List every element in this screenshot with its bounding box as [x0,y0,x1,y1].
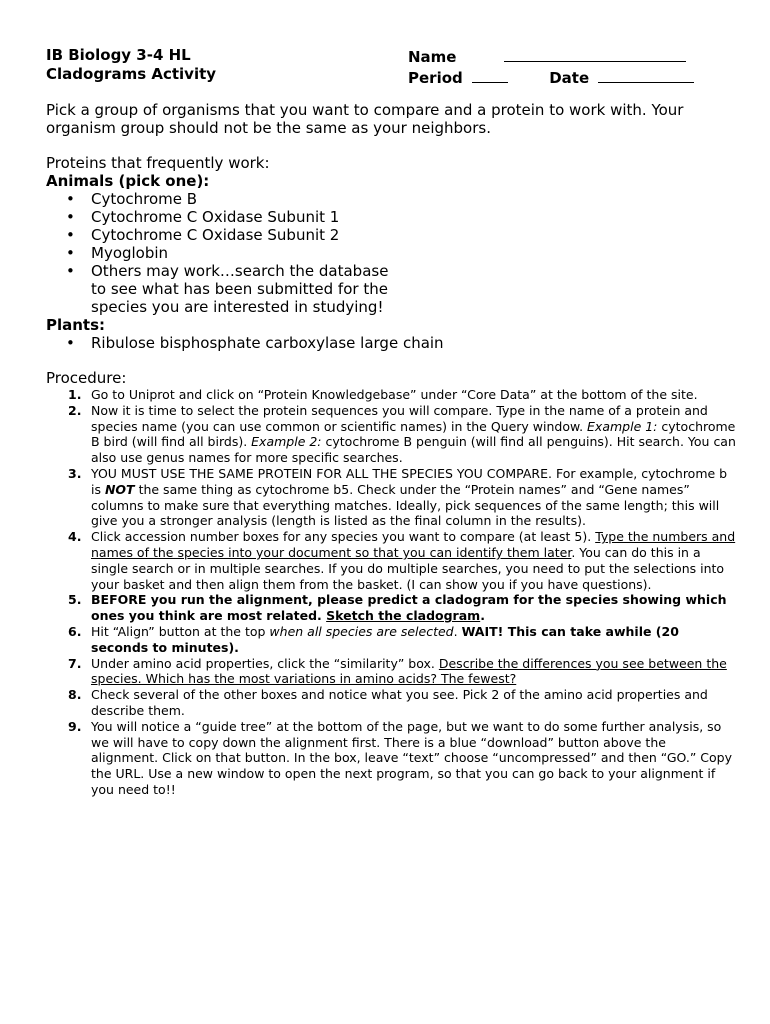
step-text: Check several of the other boxes and notice what you see. Pick 2 of the amino acid properties and describe them. [91,687,708,718]
period-blank [472,67,508,83]
step-1 [46,387,736,403]
step-number: 3. [68,465,82,481]
step-text: Hit “Align” button at the top [91,623,270,639]
name-blank [504,46,686,62]
underlined-instruction: Describe the differences you see between the species. Which has the most variations in amino acids? The fewest? [91,655,727,687]
procedure-heading: Procedure: [46,369,127,387]
step-4 [46,529,736,592]
list-item: • Cytochrome C Oxidase Subunit 2 [46,226,736,244]
header-right [408,46,694,88]
step-text: BEFORE you run the alignment, please predict a cladogram for the species showing which ones you think are most related. [91,592,727,624]
step-text: the same thing as cytochrome b5. Check under the “Protein names” and “Gene names” columns to make sure that everything matches. Ideally, pick sequences of the same length; this will give you a stronger analysis (length is listed as the final column in the results). [91,481,720,529]
wait-notice: WAIT! This can take awhile (20 seconds to minutes). [91,623,679,655]
list-item: • Myoglobin [46,244,736,262]
step-number: 9. [68,718,82,734]
date-label: Date [549,69,590,87]
animals-heading: Animals (pick one): [46,172,210,190]
step-text: Under amino acid properties, click the “similarity” box. [91,655,439,671]
step-text: YOU MUST USE THE SAME PROTEIN FOR ALL THE SPECIES YOU COMPARE. For example, cytochrome b is [91,465,728,497]
step-number: 5. [68,592,82,608]
procedure-steps [46,387,736,798]
plants-list [46,334,736,352]
step-text: Click accession number boxes for any species you want to compare (at least 5). [91,529,596,545]
step-2 [46,403,736,466]
step-text: Go to Uniprot and click on “Protein Knowledgebase” under “Core Data” at the bottom of the site. [91,387,698,402]
proteins-heading: Proteins that frequently work: [46,154,270,172]
step-text: You will notice a “guide tree” at the bottom of the page, but we want to do some further analysis, so we will have to copy down the alignment first. There is a blue “download” button above the alignment. Click on that button. In the box, leave “text” choose “uncompressed” and then “GO.” Copy the URL. Use a new window to open the next program, so that you can go back to your alignment if you need to!! [91,718,732,797]
step-number: 8. [68,687,82,703]
example-label: Example 2: [251,434,322,450]
step-number: 7. [68,655,82,671]
step-text: . [453,623,462,639]
step-6 [46,624,736,656]
name-label: Name [408,48,457,66]
step-text: . You can do this in a single search or in multiple searches. If you do multiple searches, you need to put the selections into your basket and then align them from the basket. (I can show you if you have questions). [91,544,725,592]
worksheet [46,46,736,798]
period-label: Period [408,69,463,87]
step-number: 1. [68,387,82,402]
step-text: Now it is time to select the protein sequences you will compare. Type in the name of a protein and species name (you can use common or scientific names) in the Query window. [91,402,708,434]
course-title: IB Biology 3-4 HL [46,46,191,64]
list-item [46,262,736,316]
step-3 [46,466,736,529]
underlined-instruction: Type the numbers and names of the species into your document so that you can identify them later [91,529,736,560]
step-8 [46,687,736,719]
activity-title: Cladograms Activity [46,65,217,83]
plants-heading: Plants: [46,316,106,334]
name-line [408,46,694,67]
step-5 [46,592,736,624]
step-text: cytochrome B penguin (will find all penguins). Hit search. You can also use genus names for more specific searches. [91,434,736,466]
step-9 [46,719,736,798]
header-left [46,46,216,84]
step-text: . [480,608,485,624]
example-label: Example 1: [587,418,658,434]
animals-list [46,190,736,316]
list-item-text: • Others may work…search the database to see what has been submitted for the species you are interested in studying! [91,262,389,316]
step-7 [46,656,736,688]
period-date-line [408,67,694,88]
date-blank [598,67,694,83]
emphasis-not: NOT [104,481,135,497]
step-number: 6. [68,623,82,639]
list-item: • Cytochrome B [46,190,736,208]
step-number: 4. [68,529,82,545]
list-item: • Ribulose bisphosphate carboxylase large chain [46,334,736,352]
list-item: • Cytochrome C Oxidase Subunit 1 [46,208,736,226]
underlined-instruction: Sketch the cladogram [326,608,481,624]
header [46,46,736,86]
step-text: cytochrome B bird (will find all birds). [91,418,736,450]
intro-paragraph: Pick a group of organisms that you want to compare and a protein to work with. Your organism group should not be the same as your neighbors. [46,101,684,137]
italic-text: when all species are selected [269,623,454,639]
step-number: 2. [68,402,82,418]
